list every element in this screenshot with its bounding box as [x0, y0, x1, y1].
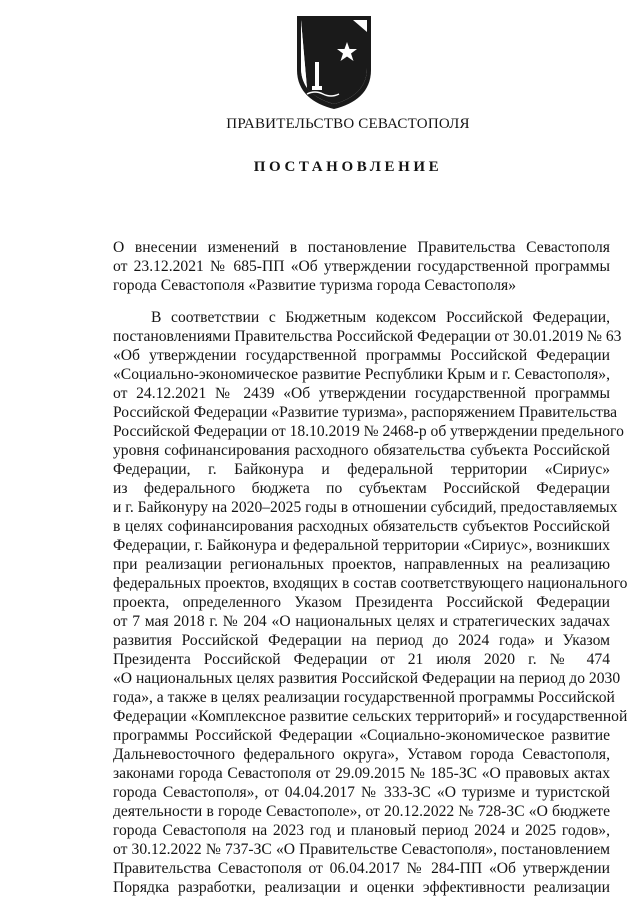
body-line: программы Российской Федерации «Социально-экономическое развитие — [113, 727, 610, 744]
body-line: Российской Федерации от 18.10.2019 № 2468-р об утверждении предельного — [113, 423, 624, 440]
body-line: города Севастополя на 2023 год и плановый период 2024 и 2025 годов», — [113, 822, 610, 839]
body-line: Правительства Севастополя от 06.04.2017 № 284-ПП «Об утверждении — [113, 860, 610, 877]
organization-title: ПРАВИТЕЛЬСТВО СЕВАСТОПОЛЯ — [226, 116, 470, 132]
body-line: «Об утверждении государственной программы Российской Федерации — [113, 347, 610, 364]
body-line: от 30.12.2022 № 737-ЗС «О Правительстве Севастополя», постановлением — [113, 841, 610, 858]
body-line: законами города Севастополя от 29.09.2015 № 185-ЗС «О правовых актах — [113, 765, 610, 782]
body-line: «Социально-экономическое развитие Республики Крым и г. Севастополя», — [113, 366, 610, 383]
body-line: Порядка разработки, реализации и оценки эффективности реализации — [113, 879, 610, 896]
body-line: В соответствии с Бюджетным кодексом Российской Федерации, — [151, 309, 610, 326]
subject-line: от 23.12.2021 № 685-ПП «Об утверждении государственной программы — [113, 258, 610, 275]
body-line: Федерации «Комплексное развитие сельских территорий» и государственной — [113, 708, 628, 725]
body-line: из федерального бюджета по субъектам Российской Федерации — [113, 480, 610, 497]
body-line: уровня софинансирования расходного обязательства субъекта Российской — [113, 442, 610, 459]
document-body — [113, 308, 628, 897]
body-line: деятельности в городе Севастополе», от 20.12.2022 № 728-ЗС «О бюджете — [113, 803, 610, 820]
body-line: в целях софинансирования расходных обязательств субъектов Российской — [113, 518, 610, 535]
body-line: федеральных проектов, входящих в состав соответствующего национального — [113, 575, 628, 592]
body-line: постановлениями Правительства Российской Федерации от 30.01.2019 № 63 — [113, 328, 622, 345]
body-line: Президента Российской Федерации от 21 июля 2020 г. № 474 — [113, 651, 610, 668]
body-line: и г. Байконуру на 2020–2025 годы в отношении субсидий, предоставляемых — [113, 499, 618, 516]
sevastopol-coat-of-arms-emblem — [293, 12, 375, 111]
body-line: от 24.12.2021 № 2439 «Об утверждении государственной программы — [113, 385, 610, 402]
body-line: проекта, определенного Указом Президента Российской Федерации — [113, 594, 610, 611]
body-line: от 7 мая 2018 г. № 204 «О национальных целях и стратегических задачах — [113, 613, 610, 630]
body-line: Федерации, г. Байконура и федеральной территории «Сириус» — [113, 461, 610, 478]
subject-line: О внесении изменений в постановление Правительства Севастополя — [113, 239, 610, 256]
body-line: города Севастополя», от 04.04.2017 № 333-ЗС «О туризме и туристской — [113, 784, 610, 801]
document-type-title: ПОСТАНОВЛЕНИЕ — [253, 159, 443, 175]
body-line: Федерации, г. Байконура и федеральной территории «Сириус», возникших — [113, 537, 610, 554]
body-line: при реализации региональных проектов, направленных на реализацию — [113, 556, 610, 573]
document-subject — [113, 238, 610, 295]
body-line: года», а также в целях реализации государственной программы Российской — [113, 689, 615, 706]
body-line: Российской Федерации «Развитие туризма», распоряжением Правительства — [113, 404, 618, 421]
body-line: Дальневосточного федерального округа», Уставом города Севастополя, — [113, 746, 610, 763]
body-line: «О национальных целях развития Российской Федерации на период до 2030 — [113, 670, 621, 687]
subject-line: города Севастополя «Развитие туризма города Севастополя» — [113, 277, 517, 294]
body-line: развития Российской Федерации на период до 2024 года» и Указом — [113, 632, 610, 649]
